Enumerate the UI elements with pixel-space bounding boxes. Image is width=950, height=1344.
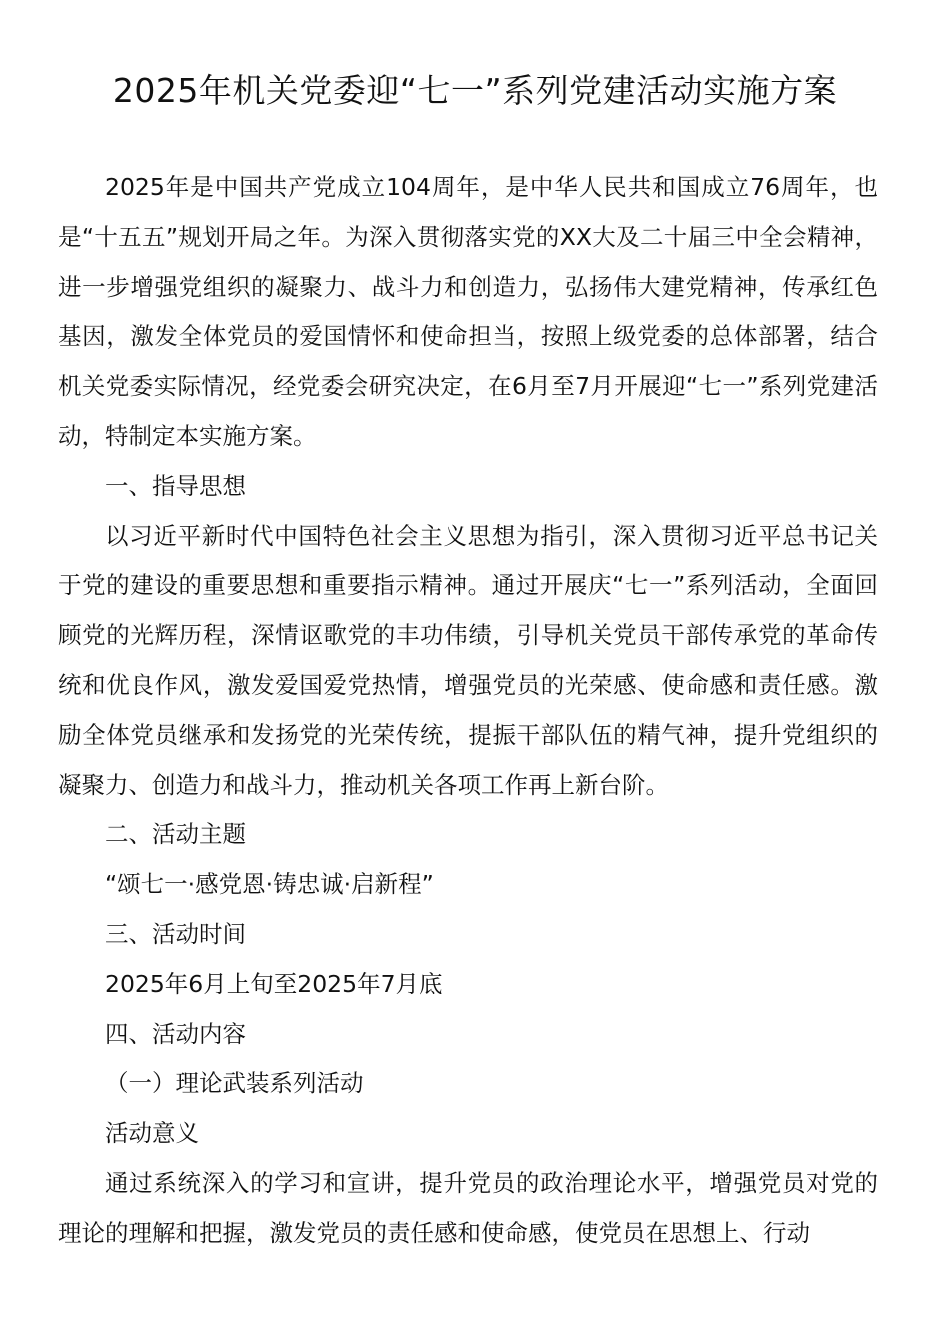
activity-time-text: 2025年6月上旬至2025年7月底 [105, 969, 443, 998]
subheading-significance: 活动意义 [105, 1119, 199, 1148]
activity-theme-text: “颂七一·感党恩·铸忠诚·启新程” [105, 870, 434, 899]
guiding-ideology-paragraph: 以习近平新时代中国特色社会主义思想为指引，深入贯彻习近平总书记关于党的建设的重要思想和重要指示精神。通过开展庆“七一”系列活动，全面回顾党的光辉历程，深情讴歌党的丰功伟绩，引导机关党员干部传承党的革命传统和优良作风，激发爱国爱党热情，增强党员的光荣感、使命感和责任感。激励全体党员继承和发扬党的光荣传统，提振干部队伍的精气神，提升党组织的凝聚力、创造力和战斗力，推动机关各项工作再上新台阶。 [58, 521, 878, 799]
intro-paragraph: 2025年是中国共产党成立104周年，是中华人民共和国成立76周年，也是“十五五”规划开局之年。为深入贯彻落实党的XX大及二十届三中全会精神，进一步增强党组织的凝聚力、战斗力和创造力，弘扬伟大建党精神，传承红色基因，激发全体党员的爱国情怀和使命担当，按照上级党委的总体部署，结合机关党委实际情况，经党委会研究决定，在6月至7月开展迎“七一”系列党建活动，特制定本实施方案。 [58, 173, 878, 450]
section-heading-activity-theme: 二、活动主题 [105, 820, 246, 849]
section-heading-guiding-ideology: 一、指导思想 [105, 471, 246, 500]
section-heading-activity-content: 四、活动内容 [105, 1019, 246, 1048]
section-heading-activity-time: 三、活动时间 [105, 919, 246, 948]
significance-paragraph: 通过系统深入的学习和宣讲，提升党员的政治理论水平，增强党员对党的理论的理解和把握，激发党员的责任感和使命感，使党员在思想上、行动 [58, 1168, 878, 1247]
subsection-heading-theory: （一）理论武装系列活动 [105, 1069, 364, 1098]
document-body [58, 163, 878, 1259]
document-title: 2025年机关党委迎“七一”系列党建活动实施方案 [112, 71, 838, 110]
